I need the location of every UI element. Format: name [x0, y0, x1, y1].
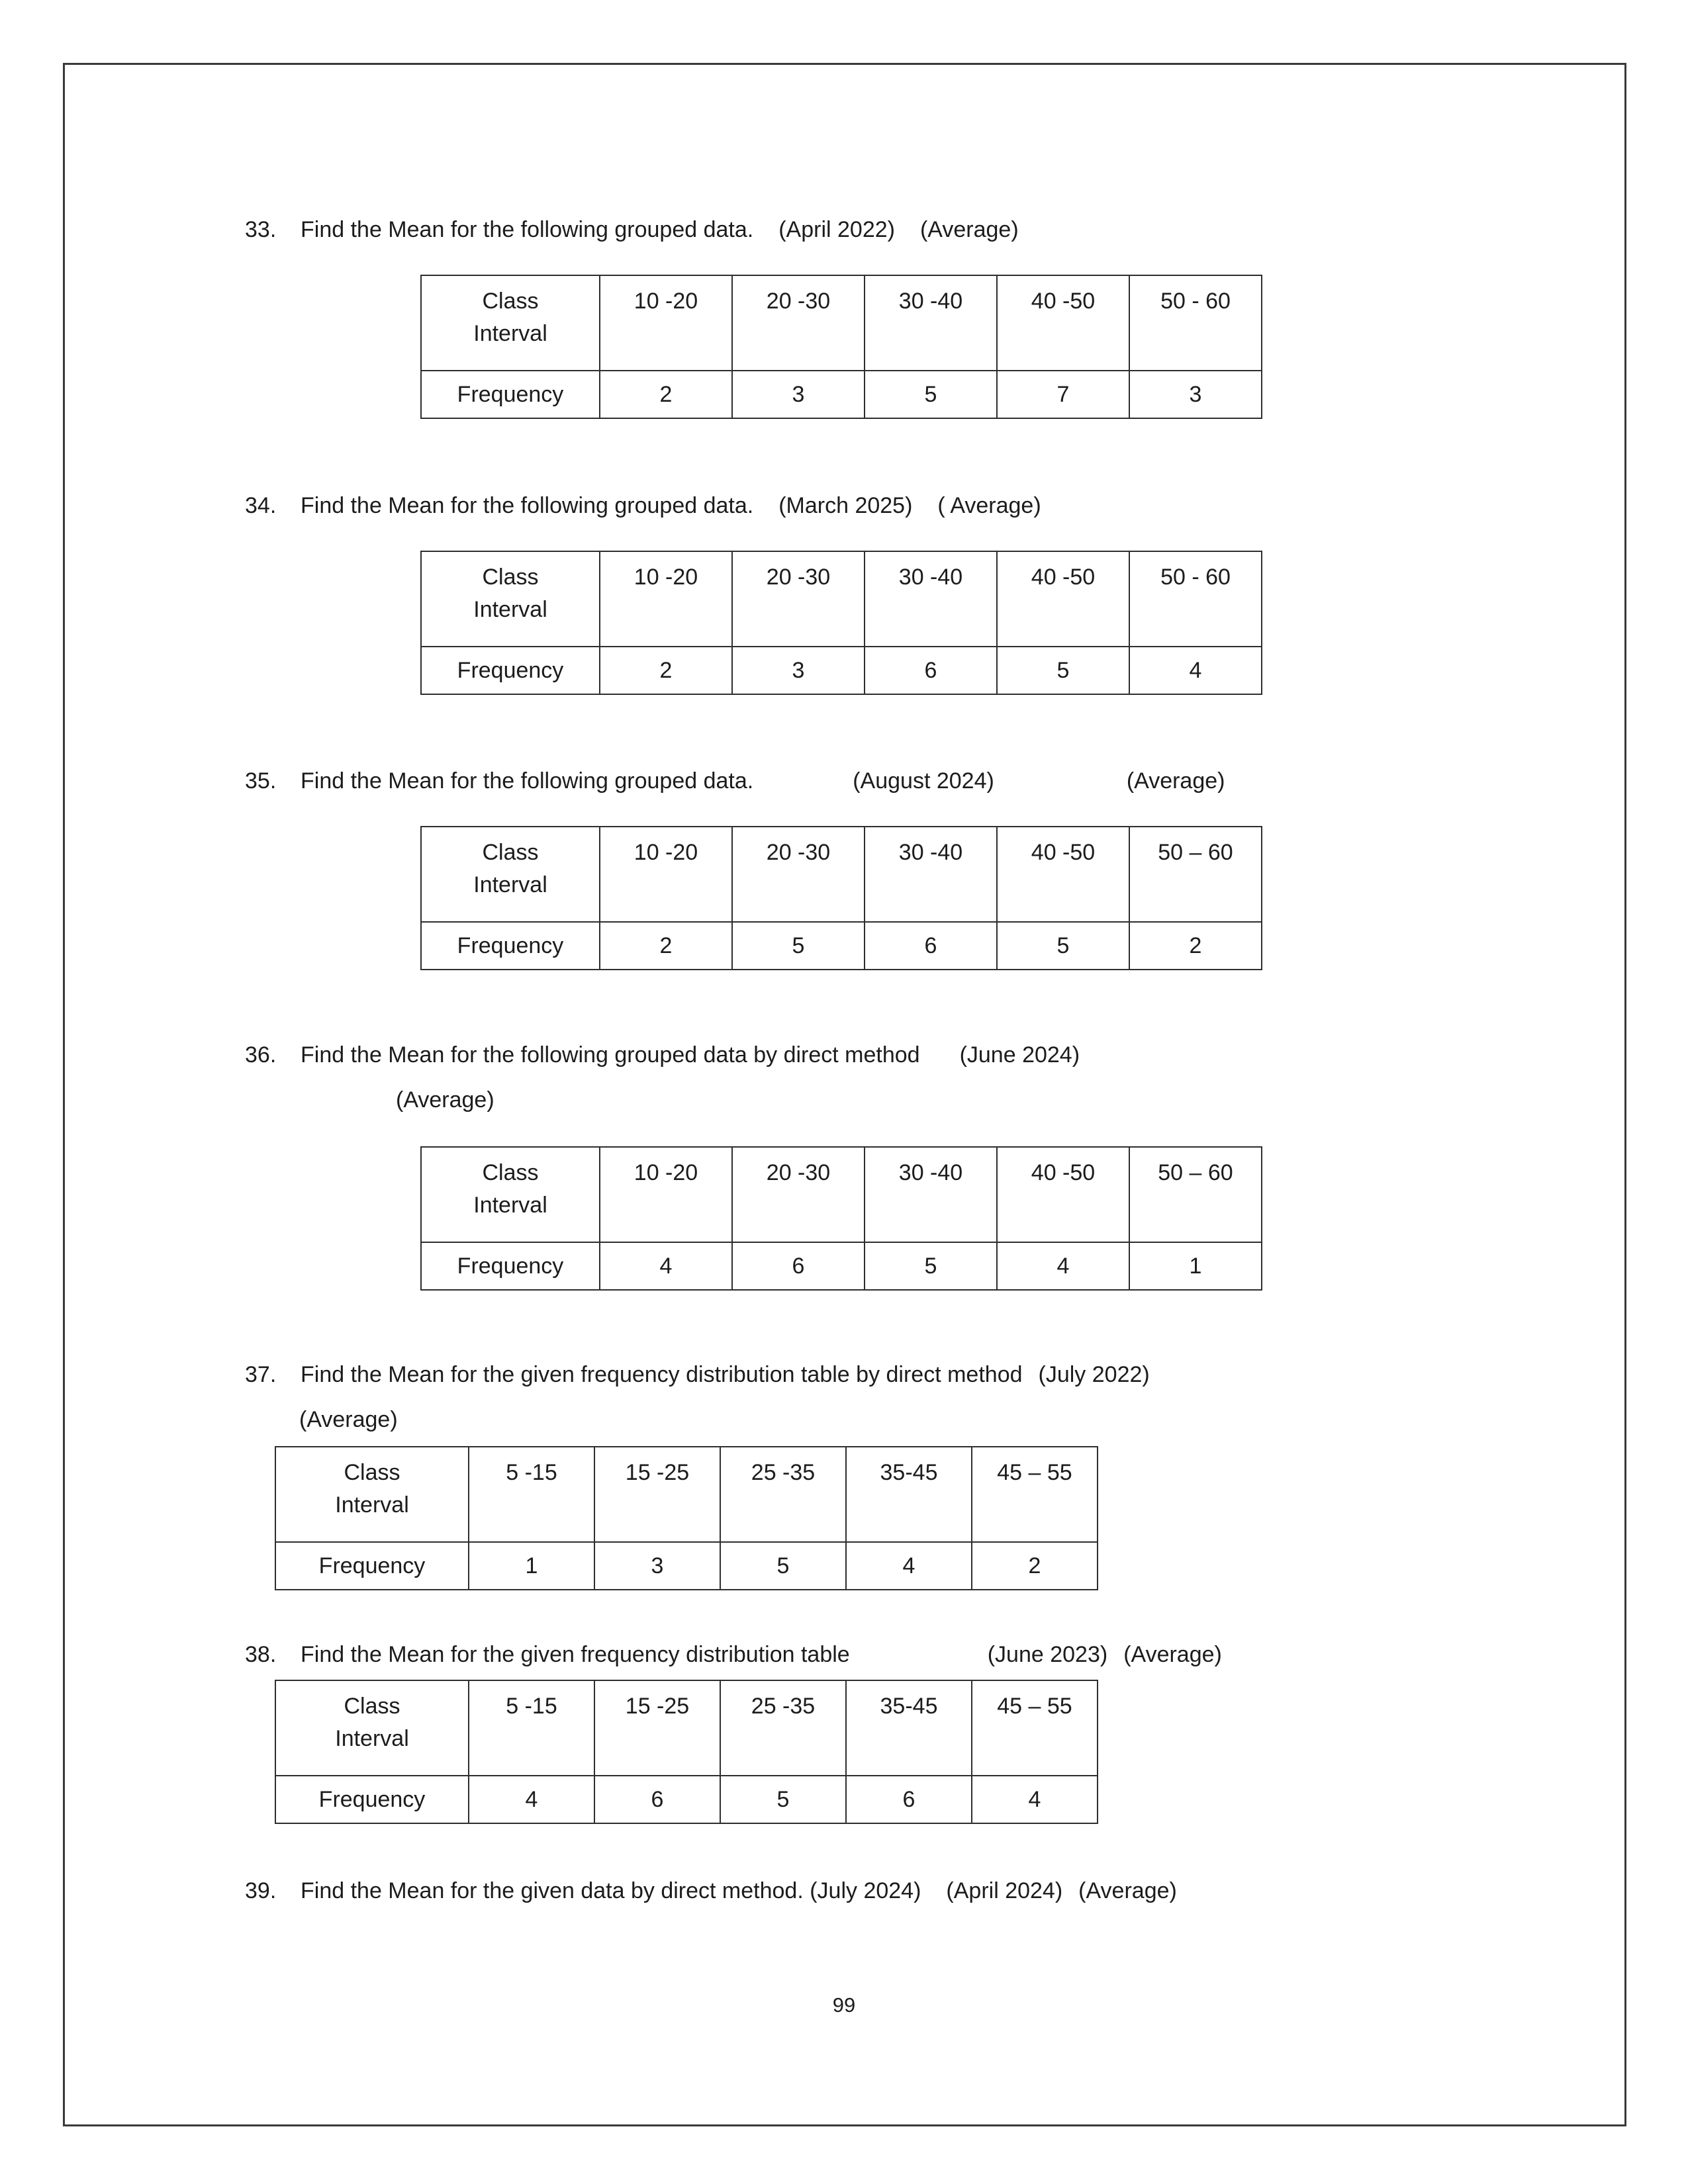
frequency-cell: 4	[469, 1776, 594, 1823]
question-35-table	[420, 826, 1262, 970]
question-35-number: 35.	[245, 768, 277, 794]
interval-cell: 5 -15	[469, 1680, 594, 1776]
frequency-cell: 2	[1129, 922, 1262, 970]
question-36-table	[420, 1146, 1262, 1291]
interval-cell: 20 -30	[732, 1147, 865, 1242]
question-37-table-wrap	[275, 1446, 1098, 1590]
frequency-cell: 5	[732, 922, 865, 970]
class-label-line1: Class	[344, 1460, 400, 1485]
frequency-cell: 6	[594, 1776, 720, 1823]
question-33-table-wrap	[420, 275, 1262, 419]
question-34	[245, 491, 1041, 522]
frequency-cell: 2	[600, 922, 732, 970]
frequency-cell: 4	[600, 1242, 732, 1290]
question-33-text: Find the Mean for the following grouped data.	[301, 217, 754, 242]
interval-cell: 50 - 60	[1129, 275, 1262, 371]
question-38-number: 38.	[245, 1642, 277, 1667]
class-label-line1: Class	[482, 1160, 539, 1185]
class-label-line2: Interval	[335, 1492, 409, 1518]
question-38-table-wrap	[275, 1680, 1098, 1824]
class-label-line2: Interval	[335, 1726, 409, 1752]
interval-cell: 15 -25	[594, 1447, 720, 1542]
frequency-cell: 3	[1129, 371, 1262, 418]
frequency-cell: 6	[732, 1242, 865, 1290]
question-34-text: Find the Mean for the following grouped data.	[301, 493, 754, 518]
class-label-line1: Class	[482, 840, 539, 865]
frequency-cell: 1	[1129, 1242, 1262, 1290]
question-36	[245, 1040, 1080, 1071]
interval-cell: 40 -50	[997, 827, 1129, 922]
interval-cell: 30 -40	[865, 275, 997, 371]
question-34-table-wrap	[420, 551, 1262, 695]
frequency-cell: 5	[720, 1542, 846, 1590]
interval-cell: 30 -40	[865, 827, 997, 922]
question-35-table-wrap	[420, 826, 1262, 970]
frequency-label: Frequency	[275, 1542, 469, 1590]
interval-cell: 40 -50	[997, 1147, 1129, 1242]
frequency-label: Frequency	[275, 1776, 469, 1823]
question-39-text: Find the Mean for the given data by direct method. (July 2024)	[301, 1878, 921, 1903]
frequency-cell: 2	[600, 371, 732, 418]
frequency-label: Frequency	[421, 371, 600, 418]
question-39-tag-average: (Average)	[1078, 1878, 1177, 1903]
question-37-average: (Average)	[299, 1407, 398, 1432]
question-34-table	[420, 551, 1262, 695]
interval-cell: 10 -20	[600, 551, 732, 647]
frequency-cell: 1	[469, 1542, 594, 1590]
interval-cell: 30 -40	[865, 551, 997, 647]
class-label-line2: Interval	[473, 872, 547, 898]
frequency-label: Frequency	[421, 1242, 600, 1290]
class-label-line2: Interval	[473, 321, 547, 347]
class-label-line1: Class	[482, 289, 539, 314]
question-36-table-wrap	[420, 1146, 1262, 1291]
class-interval-label	[275, 1680, 469, 1776]
interval-cell: 35-45	[846, 1680, 972, 1776]
class-interval-label	[275, 1447, 469, 1542]
interval-cell: 10 -20	[600, 1147, 732, 1242]
frequency-cell: 4	[846, 1542, 972, 1590]
class-label-line2: Interval	[473, 1193, 547, 1218]
question-38	[245, 1640, 1222, 1670]
interval-cell: 15 -25	[594, 1680, 720, 1776]
question-37-text: Find the Mean for the given frequency distribution table by direct method	[301, 1362, 1023, 1387]
class-label-line1: Class	[344, 1694, 400, 1719]
frequency-cell: 6	[846, 1776, 972, 1823]
frequency-cell: 6	[865, 647, 997, 694]
interval-cell: 20 -30	[732, 827, 865, 922]
frequency-cell: 5	[997, 647, 1129, 694]
frequency-cell: 4	[1129, 647, 1262, 694]
question-38-tag-average: (Average)	[1123, 1642, 1222, 1667]
question-39-number: 39.	[245, 1878, 277, 1903]
interval-cell: 10 -20	[600, 827, 732, 922]
class-interval-label	[421, 827, 600, 922]
question-39-tag-date: (April 2024)	[946, 1878, 1063, 1903]
interval-cell: 10 -20	[600, 275, 732, 371]
class-label-line2: Interval	[473, 597, 547, 623]
frequency-cell: 5	[720, 1776, 846, 1823]
question-35-tag-average: (Average)	[1126, 768, 1225, 794]
question-35-text: Find the Mean for the following grouped data.	[301, 768, 754, 794]
question-38-tag-date: (June 2023)	[987, 1642, 1108, 1667]
question-36-average: (Average)	[396, 1087, 494, 1113]
question-33-table	[420, 275, 1262, 419]
interval-cell: 50 – 60	[1129, 1147, 1262, 1242]
frequency-label: Frequency	[421, 647, 600, 694]
class-interval-label	[421, 275, 600, 371]
question-37	[245, 1360, 1150, 1390]
question-34-tag-date: (March 2025)	[778, 493, 913, 518]
interval-cell: 40 -50	[997, 275, 1129, 371]
page-number: 99	[832, 1993, 856, 2017]
interval-cell: 50 - 60	[1129, 551, 1262, 647]
question-37-tag-date: (July 2022)	[1038, 1362, 1150, 1387]
question-34-tag-average: ( Average)	[937, 493, 1041, 518]
frequency-cell: 2	[600, 647, 732, 694]
question-36-text: Find the Mean for the following grouped data by direct method	[301, 1042, 920, 1068]
frequency-cell: 4	[972, 1776, 1098, 1823]
interval-cell: 45 – 55	[972, 1680, 1098, 1776]
frequency-cell: 7	[997, 371, 1129, 418]
question-39	[245, 1876, 1177, 1907]
frequency-label: Frequency	[421, 922, 600, 970]
interval-cell: 40 -50	[997, 551, 1129, 647]
question-33-number: 33.	[245, 217, 277, 242]
frequency-cell: 5	[997, 922, 1129, 970]
frequency-cell: 5	[865, 1242, 997, 1290]
question-36-tag-date: (June 2024)	[959, 1042, 1080, 1068]
question-37-table	[275, 1446, 1098, 1590]
frequency-cell: 5	[865, 371, 997, 418]
class-interval-label	[421, 551, 600, 647]
question-37-number: 37.	[245, 1362, 277, 1387]
class-interval-label	[421, 1147, 600, 1242]
question-38-text: Find the Mean for the given frequency distribution table	[301, 1642, 850, 1667]
question-33-tag-date: (April 2022)	[778, 217, 895, 242]
interval-cell: 25 -35	[720, 1680, 846, 1776]
frequency-cell: 3	[732, 647, 865, 694]
question-33	[245, 215, 1019, 246]
interval-cell: 25 -35	[720, 1447, 846, 1542]
question-35-tag-date: (August 2024)	[853, 768, 994, 794]
question-35	[245, 766, 1225, 797]
interval-cell: 50 – 60	[1129, 827, 1262, 922]
question-33-tag-average: (Average)	[919, 217, 1019, 242]
frequency-cell: 3	[594, 1542, 720, 1590]
frequency-cell: 3	[732, 371, 865, 418]
interval-cell: 35-45	[846, 1447, 972, 1542]
interval-cell: 45 – 55	[972, 1447, 1098, 1542]
class-label-line1: Class	[482, 565, 539, 590]
question-38-table	[275, 1680, 1098, 1824]
interval-cell: 20 -30	[732, 275, 865, 371]
frequency-cell: 6	[865, 922, 997, 970]
frequency-cell: 4	[997, 1242, 1129, 1290]
frequency-cell: 2	[972, 1542, 1098, 1590]
interval-cell: 20 -30	[732, 551, 865, 647]
interval-cell: 5 -15	[469, 1447, 594, 1542]
question-34-number: 34.	[245, 493, 277, 518]
interval-cell: 30 -40	[865, 1147, 997, 1242]
question-36-number: 36.	[245, 1042, 277, 1068]
